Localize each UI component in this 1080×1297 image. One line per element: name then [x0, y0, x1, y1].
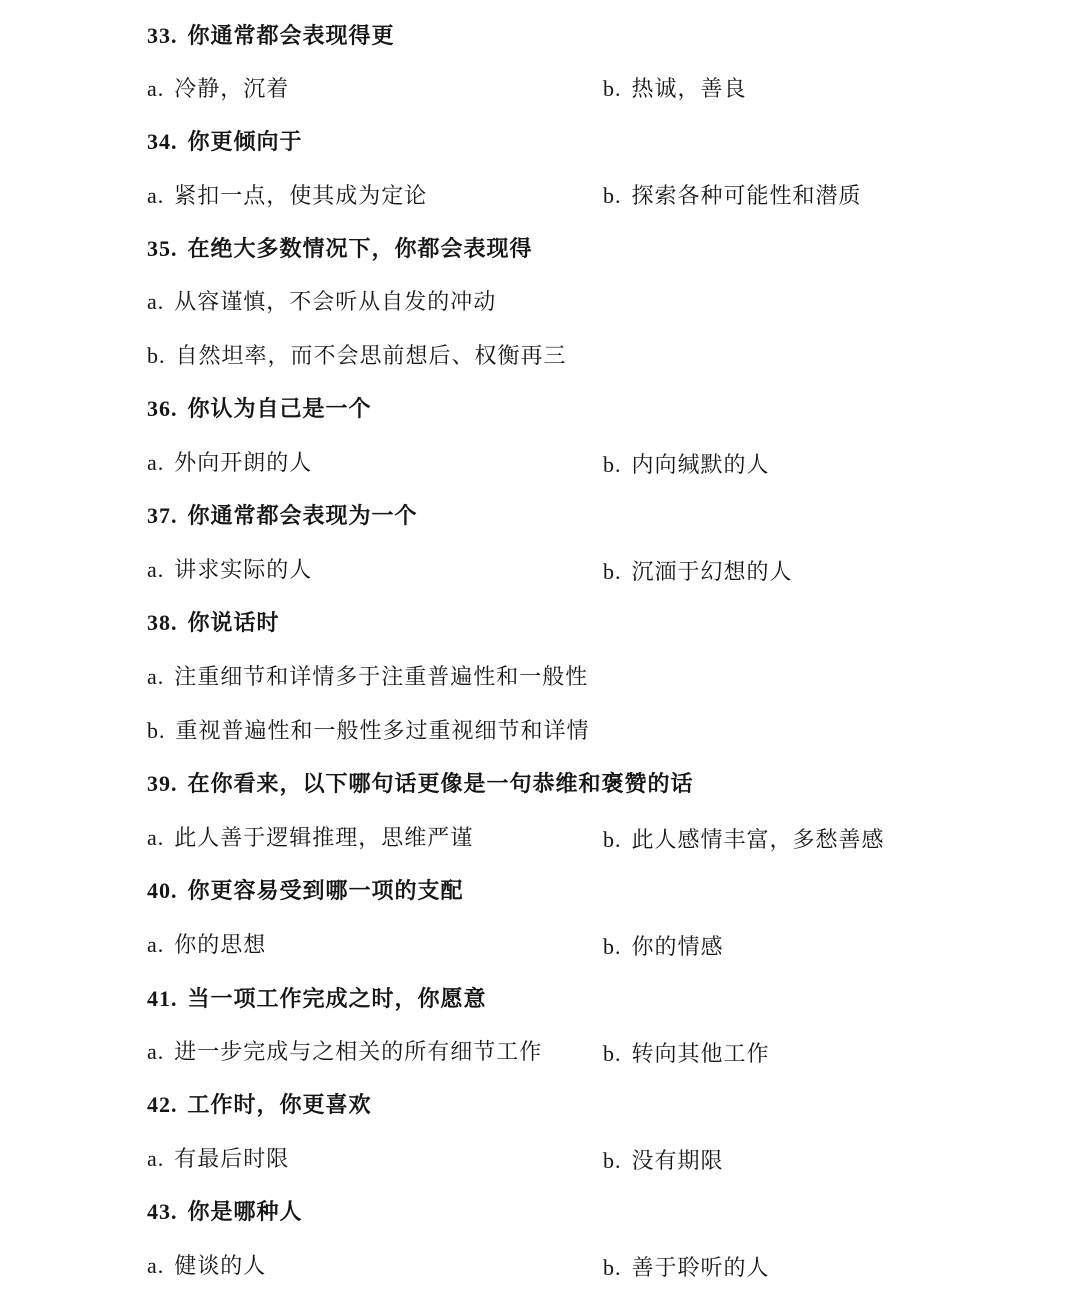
question-text: 在绝大多数情况下，你都会表现得	[187, 236, 533, 262]
option-letter: a.	[147, 76, 165, 101]
option-letter: a.	[147, 1146, 165, 1171]
question-number: 38.	[147, 610, 178, 635]
question-number: 35.	[147, 236, 178, 261]
option-letter: a.	[147, 932, 165, 957]
option-letter: b.	[603, 76, 622, 101]
option-text: 转向其他工作	[631, 1042, 770, 1067]
option-40-a	[147, 930, 266, 961]
option-letter: b.	[603, 1255, 622, 1280]
option-text: 没有期限	[631, 1149, 724, 1174]
option-letter: b.	[603, 827, 622, 852]
question-36	[147, 394, 372, 424]
question-number: 36.	[147, 396, 178, 421]
option-text: 此人善于逻辑推理，思维严谨	[174, 826, 474, 851]
option-39-a	[147, 823, 473, 854]
option-34-a	[147, 181, 427, 212]
option-letter: a.	[147, 825, 165, 850]
option-33-b	[603, 74, 747, 105]
option-38-b	[147, 716, 590, 747]
option-letter: a.	[147, 557, 165, 582]
option-42-a	[147, 1144, 289, 1175]
option-43-a	[147, 1251, 266, 1282]
option-38-a	[147, 662, 588, 693]
option-letter: a.	[147, 450, 165, 475]
question-text: 在你看来，以下哪句话更像是一句恭维和褒赞的话	[187, 771, 694, 797]
option-letter: a.	[147, 289, 165, 314]
option-33-a	[147, 74, 289, 105]
question-text: 你通常都会表现为一个	[187, 503, 418, 529]
option-text: 内向缄默的人	[631, 453, 770, 478]
question-33	[147, 21, 395, 51]
question-40	[147, 876, 464, 906]
question-41	[147, 984, 487, 1014]
option-41-a	[147, 1037, 542, 1068]
option-text: 热诚，善良	[631, 77, 747, 102]
question-text: 你更倾向于	[187, 129, 303, 155]
option-34-b	[603, 181, 862, 212]
option-text: 你的情感	[631, 935, 724, 960]
question-number: 33.	[147, 23, 178, 48]
option-letter: a.	[147, 664, 165, 689]
option-text: 善于聆听的人	[631, 1256, 770, 1281]
question-37	[147, 501, 418, 531]
question-text: 你是哪种人	[187, 1199, 303, 1225]
question-text: 你通常都会表现得更	[187, 23, 395, 49]
option-text: 自然坦率，而不会思前想后、权衡再三	[175, 344, 567, 369]
option-text: 你的思想	[174, 933, 267, 958]
option-36-b	[603, 450, 770, 481]
option-text: 外向开朗的人	[174, 451, 313, 476]
option-letter: b.	[147, 343, 166, 368]
question-number: 42.	[147, 1092, 178, 1117]
option-text: 紧扣一点，使其成为定论	[174, 184, 428, 209]
option-text: 重视普遍性和一般性多过重视细节和详情	[175, 719, 590, 744]
question-text: 当一项工作完成之时，你愿意	[187, 986, 487, 1012]
option-letter: b.	[603, 452, 622, 477]
option-text: 沉湎于幻想的人	[631, 560, 793, 585]
question-34	[147, 127, 303, 157]
question-42	[147, 1090, 372, 1120]
option-text: 此人感情丰富，多愁善感	[631, 828, 885, 853]
question-43	[147, 1197, 303, 1227]
option-text: 进一步完成与之相关的所有细节工作	[174, 1040, 543, 1065]
option-40-b	[603, 932, 724, 963]
option-letter: a.	[147, 1253, 165, 1278]
option-text: 探索各种可能性和潜质	[631, 184, 862, 209]
option-41-b	[603, 1039, 770, 1070]
question-text: 你说话时	[187, 610, 280, 636]
question-number: 34.	[147, 129, 178, 154]
option-letter: a.	[147, 1039, 165, 1064]
option-letter: b.	[603, 559, 622, 584]
question-35	[147, 234, 533, 264]
question-text: 你更容易受到哪一项的支配	[187, 878, 464, 904]
option-36-a	[147, 448, 312, 479]
option-text: 冷静，沉着	[174, 77, 290, 102]
option-text: 注重细节和详情多于注重普遍性和一般性	[174, 665, 589, 690]
option-letter: b.	[603, 934, 622, 959]
option-letter: a.	[147, 183, 165, 208]
question-38	[147, 608, 280, 638]
option-39-b	[603, 825, 885, 856]
option-42-b	[603, 1146, 724, 1177]
option-letter: b.	[147, 718, 166, 743]
option-43-b	[603, 1253, 770, 1284]
option-text: 有最后时限	[174, 1147, 290, 1172]
question-number: 41.	[147, 986, 178, 1011]
option-text: 健谈的人	[174, 1254, 267, 1279]
question-number: 39.	[147, 771, 178, 796]
question-number: 37.	[147, 503, 178, 528]
option-35-b	[147, 341, 567, 372]
question-text: 你认为自己是一个	[187, 396, 372, 422]
question-number: 43.	[147, 1199, 178, 1224]
option-35-a	[147, 287, 496, 318]
question-number: 40.	[147, 878, 178, 903]
question-39	[147, 769, 694, 799]
option-text: 讲求实际的人	[174, 558, 313, 583]
option-text: 从容谨慎，不会听从自发的冲动	[174, 290, 497, 315]
option-37-a	[147, 555, 312, 586]
question-text: 工作时，你更喜欢	[187, 1092, 372, 1118]
option-letter: b.	[603, 1148, 622, 1173]
option-letter: b.	[603, 1041, 622, 1066]
option-37-b	[603, 557, 793, 588]
option-letter: b.	[603, 183, 622, 208]
